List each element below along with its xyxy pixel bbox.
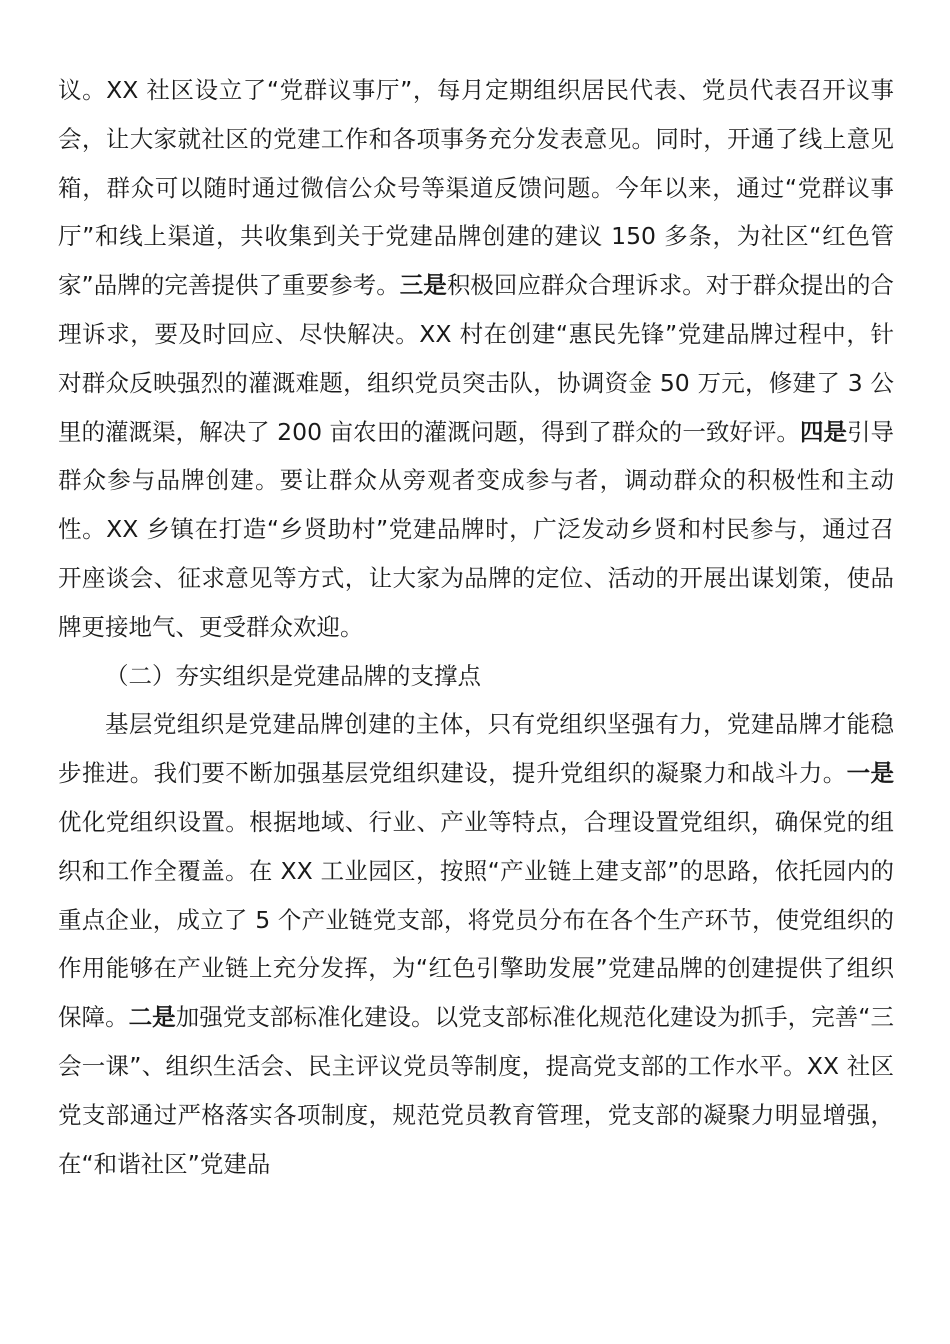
paragraph-text: 积极回应群众合理诉求。对于群众提出的合理诉求，要及时回应、尽快解决。XX 村在创建“惠民先锋”党建品牌过程中，针对群众反映强烈的灌溉难题，组织党员突击队，协调资金 50 万元，修建了 3 公里的灌溉渠，解决了 200 亩农田的灌溉问题，得到了群众的一致好评。: [58, 271, 895, 446]
paragraph-text: 优化党组织设置。根据地域、行业、产业等特点，合理设置党组织，确保党的组织和工作全覆盖。在 XX 工业园区，按照“产业链上建支部”的思路，依托园内的重点企业，成立了 5 个产业链党支部，将党员分布在各个生产环节，使党组织的作用能够在产业链上充分发挥，为“红色引擎助发展”党建品牌的创建提供了组织保障。: [58, 807, 894, 1032]
section-heading-text: （二）夯实组织是党建品牌的支撑点: [105, 661, 481, 690]
section-heading: [58, 652, 894, 701]
emphasis-marker-one: 一是: [846, 759, 895, 788]
emphasis-marker-four: 四是: [799, 417, 847, 446]
emphasis-marker-two: 二是: [128, 1003, 176, 1032]
emphasis-marker-three: 三是: [399, 271, 447, 300]
document-page: [58, 66, 894, 1188]
paragraph-text: 引导群众参与品牌创建。要让群众从旁观者变成参与者，调动群众的积极性和主动性。XX 乡镇在打造“乡贤助村”党建品牌时，广泛发动乡贤和村民参与，通过召开座谈会、征求意见等方式，让大家为品牌的定位、活动的开展出谋划策，使品牌更接地气、更受群众欢迎。: [58, 417, 895, 641]
body-paragraph-2: [58, 700, 894, 1188]
paragraph-text: 加强党支部标准化建设。以党支部标准化规范化建设为抓手，完善“三会一课”、组织生活会、民主评议党员等制度，提高党支部的工作水平。XX 社区党支部通过严格落实各项制度，规范党员教育管理，党支部的凝聚力明显增强，在“和谐社区”党建品: [58, 1003, 895, 1178]
body-paragraph-1: [58, 66, 894, 652]
paragraph-text: 基层党组织是党建品牌创建的主体，只有党组织坚强有力，党建品牌才能稳步推进。我们要不断加强基层党组织建设，提升党组织的凝聚力和战斗力。: [58, 710, 894, 788]
paragraph-text: 议。XX 社区设立了“党群议事厅”，每月定期组织居民代表、党员代表召开议事会，让大家就社区的党建工作和各项事务充分发表意见。同时，开通了线上意见箱，群众可以随时通过微信公众号等渠道反馈问题。今年以来，通过“党群议事厅”和线上渠道，共收集到关于党建品牌创建的建议 150 多条，为社区“红色管家”品牌的完善提供了重要参考。: [58, 76, 894, 300]
